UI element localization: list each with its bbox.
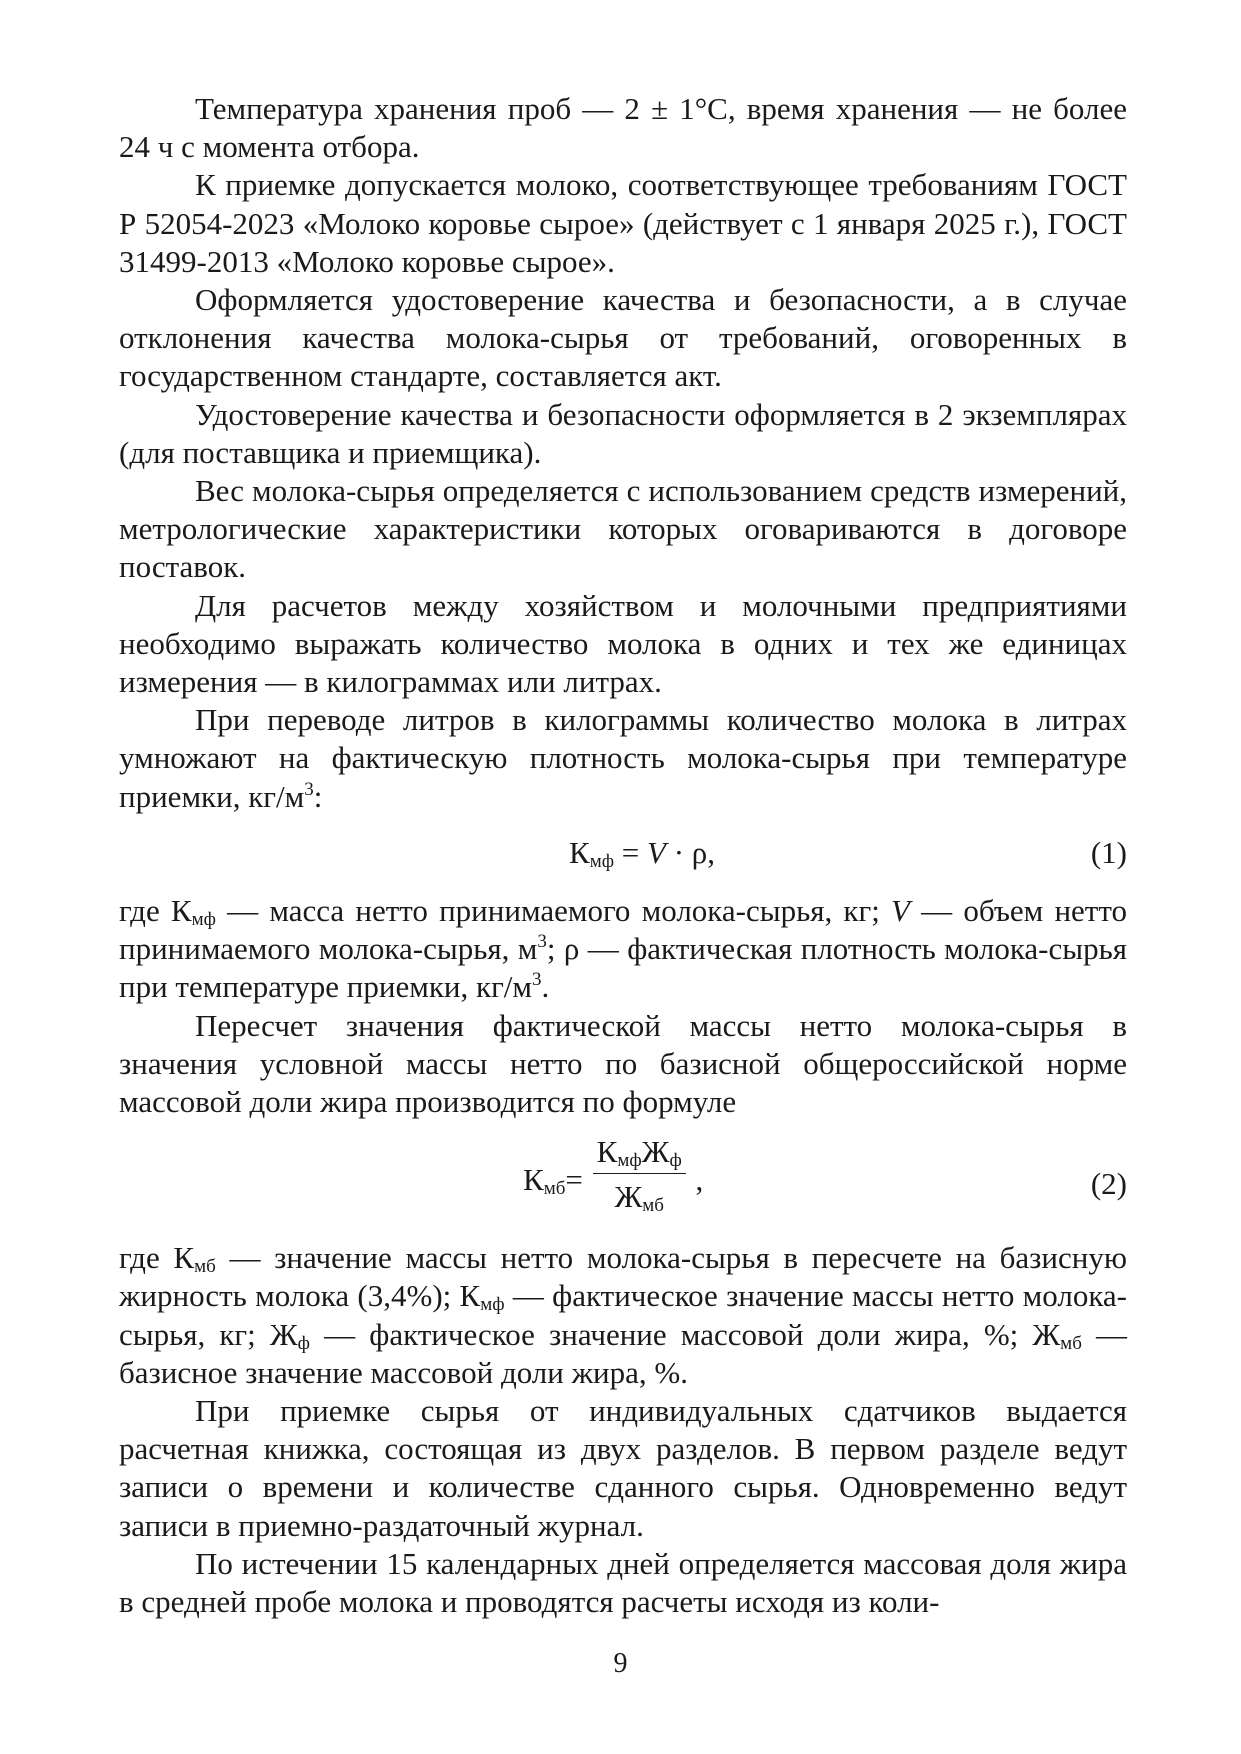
paragraph-fifteen-days: По истечении 15 календарных дней определяется массовая доля жира в средней пробе молока и проводятся расчеты исходя из коли- — [119, 1545, 1127, 1620]
paragraph-recalculation: Пересчет значения фактической массы нетто молока-сырья в значения условной массы нетто по базисной общероссийской норме массовой доли жира производится по формуле — [119, 1007, 1127, 1120]
equation-2-number: (2) — [1090, 1166, 1127, 1202]
paragraph-acceptance: К приемке допускается молоко, соответствующее требованиям ГОСТ Р 52054-2023 «Молоко коровье сырое» (действует с 1 января 2025 г.), ГОСТ 31499-2013 «Молоко коровье сырое». — [119, 167, 1127, 279]
equation-2-lhs: $К_{мб}=$ — [523, 1162, 583, 1200]
equation-1-number: (1) — [1090, 834, 1127, 870]
fraction-numerator: $К_{мф}Ж_ф$ — [593, 1133, 686, 1174]
equation-2 — [119, 1129, 1127, 1225]
body-text — [119, 90, 1127, 1621]
page-number: 9 — [613, 1648, 628, 1679]
paragraph-weight: Вес молока-сырья определяется с использованием средств измерений, метрологические характеристики которых оговариваются в договоре поставок. — [119, 473, 1127, 585]
paragraph-units: Для расчетов между хозяйством и молочными предприятиями необходимо выражать количество молока в одних и тех же единицах измерения — в килограммах или литрах. — [119, 587, 1127, 700]
paragraph-where-2: где $К_{мб}$ — значение массы нетто молока-сырья в пересчете на базисную жирность молока (3,4%); $К_{мф}$ — фактическое значение массы нетто молока-сырья, кг; $Ж_ф$ — фактическое значение массовой доли жира, %; $Ж_{мб}$ — базисное значение массовой доли жира, %. — [119, 1240, 1128, 1390]
paragraph-storage: Температура хранения проб — 2 ± 1°С, время хранения — не более 24 ч с момента отбора. — [119, 91, 1127, 165]
paragraph-where-1: где $К_{мф}$ — масса нетто принимаемого молока-сырья, кг; V — объем нетто принимаемого молока-сырья, $м^3$; ρ — фактическая плотность молока-сырья при температуре приемки, $кг/м^3$. — [119, 893, 1127, 1005]
paragraph-individual-suppliers: При приемке сырья от индивидуальных сдатчиков выдается расчетная книжка, состоящая из двух разделов. В первом разделе ведут записи о времени и количестве сданного сырья. Одновременно ведут записи в приемно-раздаточный журнал. — [119, 1393, 1127, 1543]
paragraph-copies: Удостоверение качества и безопасности оформляется в 2 экземплярах (для поставщика и приемщика). — [119, 396, 1127, 470]
paragraph-conversion: При переводе литров в килограммы количество молока в литрах умножают на фактическую плотность молока-сырья при температуре приемки, $кг/м^3$: — [119, 702, 1127, 814]
equation-1-body: $К_{мф} = V \cdot \rho$, — [569, 834, 715, 872]
paragraph-certificate: Оформляется удостоверение качества и безопасности, а в случае отклонения качества молока-сырья от требований, оговоренных в государственном стандарте, составляется акт. — [119, 282, 1127, 394]
equation-1 — [119, 834, 1127, 872]
equation-2-fraction — [593, 1133, 686, 1216]
equation-2-body: $К_{мб}=$ $\frac{К_{мф}Ж_ф}{Ж_{мб}}$ , — [523, 1134, 704, 1217]
fraction-denominator: $Ж_{мб}$ — [614, 1179, 664, 1217]
